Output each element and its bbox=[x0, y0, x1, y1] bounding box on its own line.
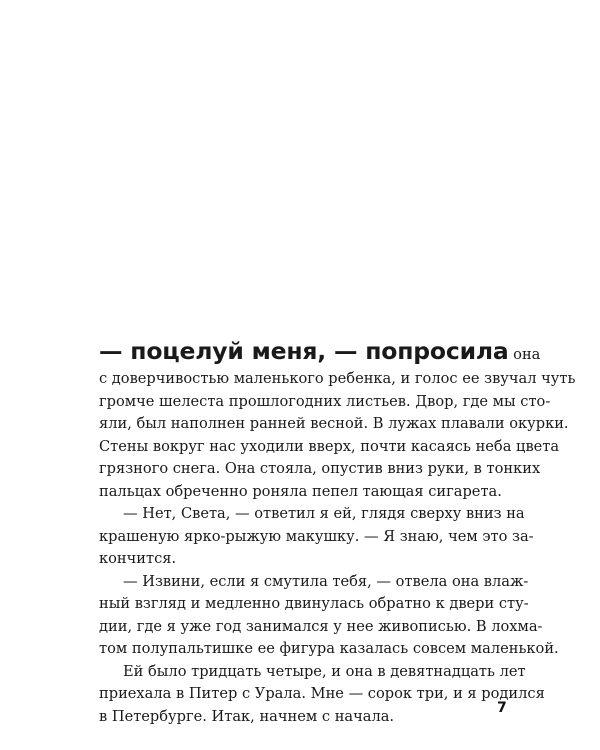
text-line: — Извини, если я смутила тебя, — отвела она влаж- bbox=[123, 572, 529, 590]
paragraph bbox=[99, 503, 534, 571]
text-line: Стены вокруг нас уходили вверх, почти касаясь неба цвета bbox=[99, 437, 560, 455]
text-line: пальцах обреченно роняла пепел тающая сигарета. bbox=[99, 482, 502, 500]
text-line: приехала в Питер с Урала. Мне — сорок три, и я родился bbox=[99, 685, 545, 702]
text-line: крашеную ярко-рыжую макушку. — Я знаю, чем это за- bbox=[99, 527, 534, 545]
opening-continuation: она bbox=[513, 346, 541, 363]
text-line: том полупальтишке ее фигура казалась совсем маленькой. bbox=[99, 640, 559, 657]
paragraph bbox=[99, 661, 545, 729]
paragraph bbox=[99, 368, 576, 503]
text-line: в Петербурге. Итак, начнем с начала. bbox=[99, 707, 395, 725]
text-line: — Нет, Света, — ответил я ей, глядя сверху вниз на bbox=[123, 505, 525, 522]
text-line: ный взгляд и медленно двинулась обратно к двери сту- bbox=[99, 595, 529, 612]
body-text bbox=[99, 334, 576, 728]
text-line: Ей было тридцать четыре, и она в девятнадцать лет bbox=[123, 662, 526, 680]
text-line: с доверчивостью маленького ребенка, и голос ее звучал чуть bbox=[99, 370, 576, 387]
opening-emphasis: — поцелуй меня, — попросила bbox=[99, 337, 509, 365]
text-line: дии, где я уже год занимался у нее живописью. В лохма- bbox=[99, 617, 543, 635]
text-line: грязного снега. Она стояла, опустив вниз руки, в тонких bbox=[99, 460, 541, 477]
text-line: громче шелеста прошлогодних листьев. Двор, где мы сто- bbox=[99, 392, 551, 410]
paragraph bbox=[99, 571, 559, 661]
text-line: яли, был наполнен ранней весной. В лужах плавали окурки. bbox=[99, 415, 569, 432]
page-number: 7 bbox=[497, 700, 507, 716]
opening-line bbox=[99, 334, 541, 368]
text-line: кончится. bbox=[99, 550, 177, 567]
